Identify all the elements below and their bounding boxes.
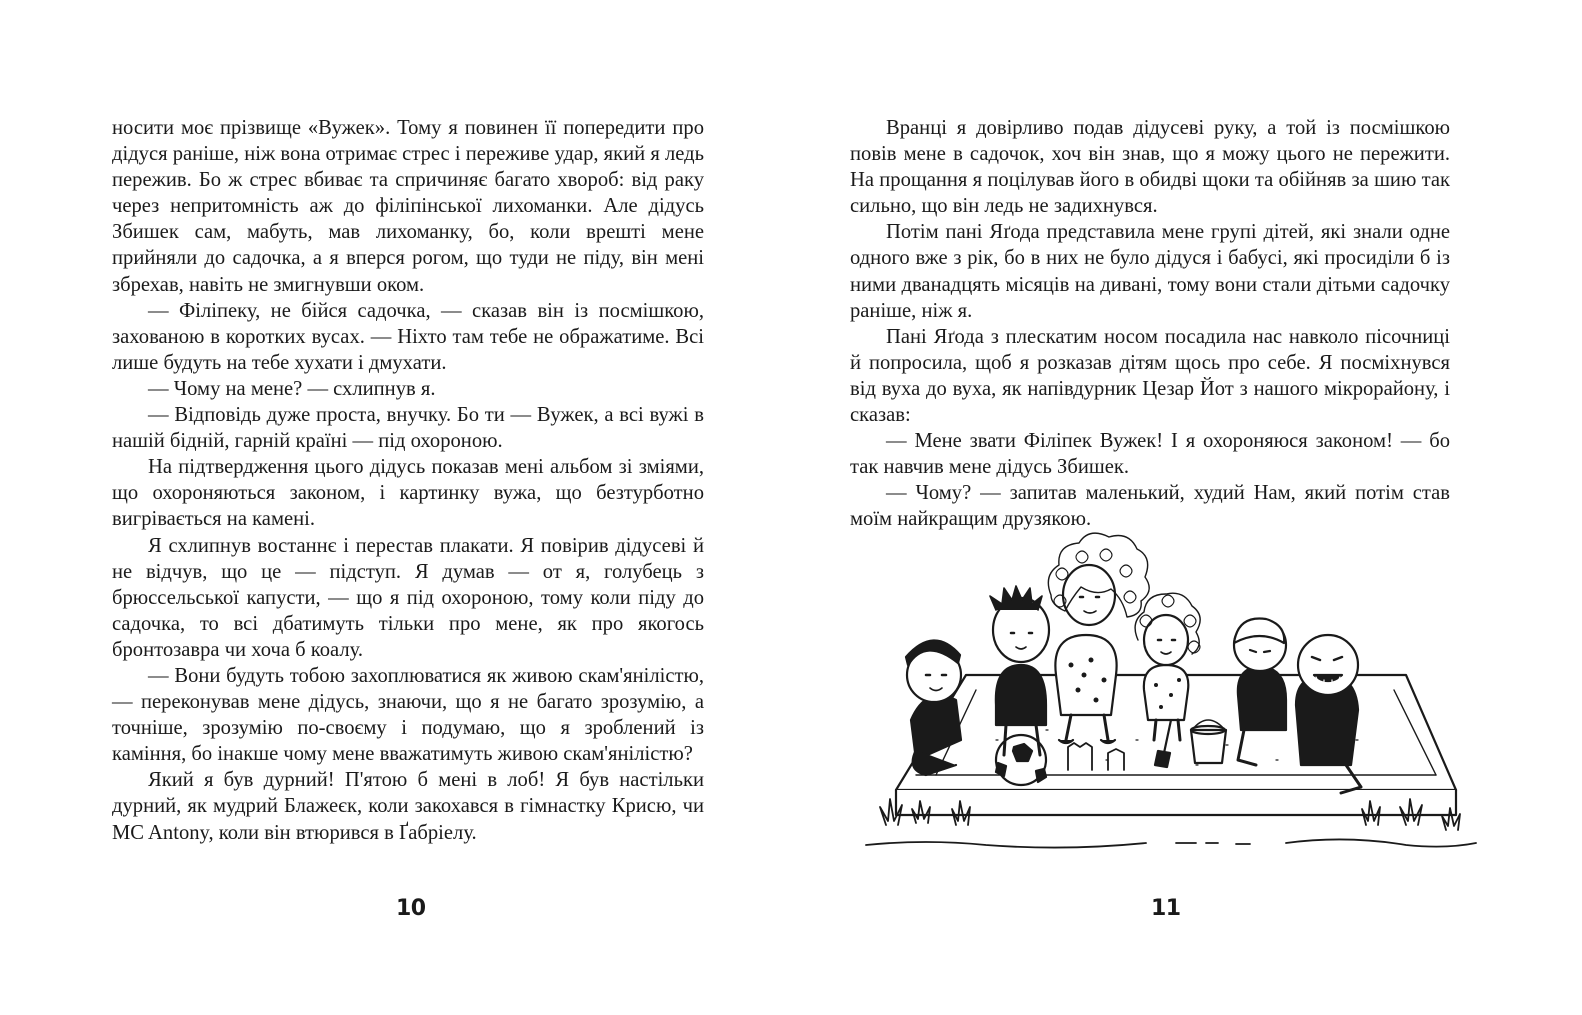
right-page <box>791 0 1582 1015</box>
paragraph: Вранці я довірливо подав дідусеві руку, а той із посмішкою повів мене в садочок, хоч він знав, що я можу цього не пережити. На прощання я поцілував його в обидві щоки та обійняв за шию так сильно, що він ледь не задихнувся. <box>850 117 1450 218</box>
paragraph: — Чому на мене? — схлипнув я. <box>148 377 436 400</box>
paragraph: На підтвердження цього дідусь показав мені альбом зі зміями, що охороняються законом, і картинку вужа, що безтурботно вигрівається на камені. <box>112 456 704 531</box>
paragraph: — Чому? — запитав маленький, худий Нам, який потім став моїм найкращим друзякою. <box>850 482 1450 531</box>
page-number-right: 11 <box>1151 896 1181 921</box>
paragraph: — Мене звати Філіпек Вужек! І я охороняюся законом! — бо так навчив мене дідусь Збишек. <box>850 430 1450 479</box>
left-page-text <box>112 115 704 846</box>
paragraph: — Вони будуть тобою захоплюватися як живою скам'янілістю, — переконував мене дідусь, знаючи, що я не багато зрозумію, а точніше, зрозумію по-своєму і подумаю, що я зроблений із каміння, бо інакше чому мене вважатимуть живою скам'янілістю? <box>112 664 704 766</box>
paragraph: носити моє прізвище «Вужек». Тому я повинен її попередити про дідуся раніше, ніж вона отримає стрес і переживе удар, який я ледь пережив. Бо ж стрес вбиває та спричиняє багато хвороб: від раку через непритомність аж до філіпінської лихоманки. Але дідусь Збишек сам, мабуть, мав лихоманку, бо, коли врешті мене прийняли до садочка, а я вперся рогом, що туди не піду, він мені збрехав, навіть не змигнувши оком. <box>112 117 704 296</box>
page-number-left: 10 <box>396 896 426 921</box>
bucket-icon <box>1191 720 1226 763</box>
paragraph: Я схлипнув востаннє і перестав плакати. Я повірив дідусеві й не відчув, що це — підступ. Я думав — от я, голубець з брюссельської капусти, — що я під охороною, тому коли піду до садочка, то всі дбатимуть тільки про мене, як про якогось бронтозавра чи хоча б коалу. <box>112 534 704 661</box>
right-page-text <box>850 115 1450 533</box>
paragraph: Потім пані Яґода представила мене групі дітей, які знали одне одного вже з рік, бо в них не було дідуся і бабусі, які просиділи б із ними дванадцять місяців на дивані, тому вони стали дітьми садочку раніше, ніж я. <box>850 221 1450 322</box>
sandbox-illustration <box>846 525 1486 895</box>
paragraph: — Філіпеку, не бійся садочка, — сказав він із посмішкою, захованою в коротких вусах. — Ніхто там тебе не ображатиме. Всі лише будуть на тебе хухати і дмухати. <box>112 299 704 374</box>
paragraph: Який я був дурний! П'ятою б мені в лоб! Я був настільки дурний, як мудрий Блажеєк, коли закохався в гімнастку Крисю, чи MC Antony, коли він втюрився в Ґабріелу. <box>112 769 704 844</box>
paragraph: Пані Яґода з плескатим носом посадила нас навколо пісочниці й попросила, щоб я розказав дітям щось про себе. Я посміхнувся від вуха до вуха, як напівдурник Цезар Йот з нашого мікрорайону, і сказав: <box>850 325 1450 427</box>
paragraph: — Відповідь дуже проста, внучку. Бо ти — Вужек, а всі вужі в нашій бідній, гарній країні — під охороною. <box>112 404 704 453</box>
